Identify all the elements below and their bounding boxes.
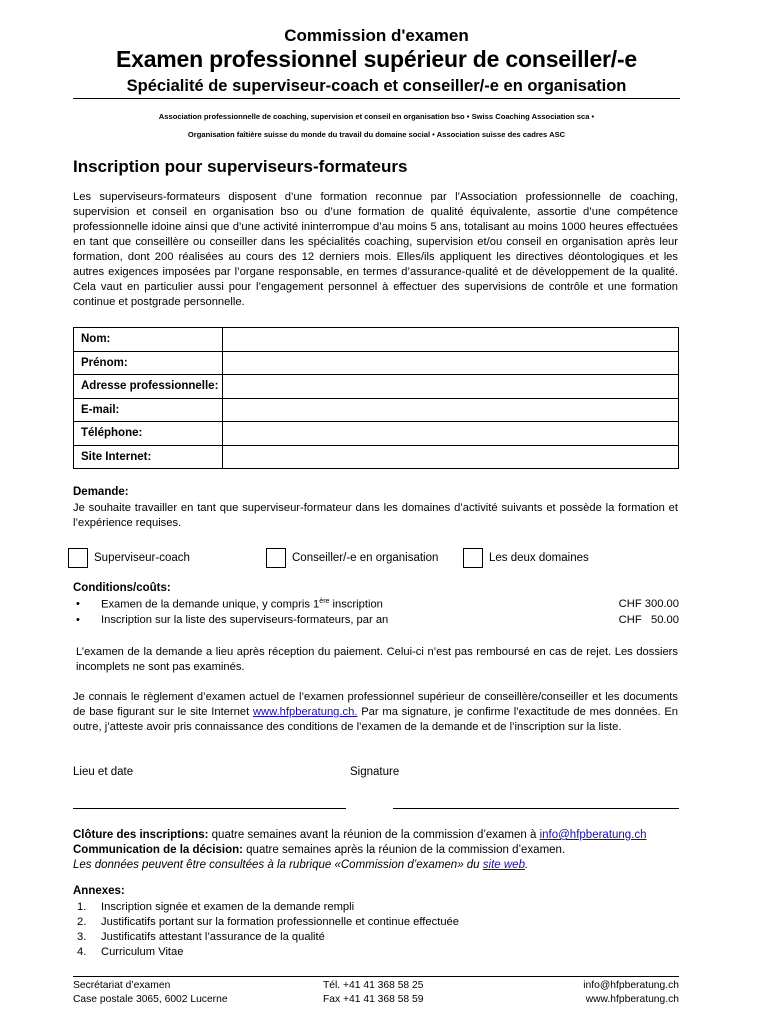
- site-internet-field[interactable]: [223, 445, 679, 469]
- form-label: Téléphone:: [74, 422, 223, 446]
- commission-heading: Commission d'examen: [284, 26, 469, 45]
- telephone-field[interactable]: [223, 422, 679, 446]
- payment-note: L’examen de la demande a lieu après réception du paiement. Celui-ci n’est pas remboursé en cas de rejet. Les dossiers incomplets ne sont pas examinés.: [76, 646, 678, 673]
- associations-line-2: Organisation faîtière suisse du monde du travail du domaine social • Association suisse des cadres ASC: [187, 130, 566, 139]
- footer-divider: [73, 976, 679, 977]
- form-label: Nom:: [74, 328, 223, 352]
- place-date-line[interactable]: [73, 808, 346, 809]
- option-label: Conseiller/-e en organisation: [292, 552, 439, 564]
- condition-price: CHF 50.00: [618, 614, 679, 626]
- form-label: E-mail:: [74, 398, 223, 422]
- signature-line[interactable]: [393, 808, 679, 809]
- form-row-telephone: [74, 422, 679, 446]
- checkbox[interactable]: [463, 548, 483, 568]
- conditions-label: Conditions/coûts:: [73, 582, 171, 594]
- engagement-paragraph: Je connais le règlement d’examen actuel de l’examen professionnel supérieur de conseillère/conseiller et les documents de base figurant sur le site Internet www.hfpberatung.ch. Par ma signature, je confirme l’exactitude de mes données. En outre, j’atteste avoir pris connaissance des conditions de l’examen de la demande et de l’inscription sur la liste.: [73, 691, 678, 733]
- adresse-field[interactable]: [223, 375, 679, 399]
- footer-contact: [583, 979, 679, 1007]
- header-divider: [73, 98, 680, 99]
- cloture-info: Clôture des inscriptions: quatre semaines avant la réunion de la commission d’examen à info@hfpberatung.ch: [73, 829, 647, 841]
- prenom-field[interactable]: [223, 351, 679, 375]
- form-label: Adresse professionnelle:: [74, 375, 223, 399]
- email-link[interactable]: info@hfpberatung.ch: [539, 829, 647, 841]
- option-deux-domaines[interactable]: [463, 547, 589, 569]
- document-subtitle: Spécialité de superviseur-coach et conseiller/-e en organisation: [126, 77, 627, 95]
- footer-email[interactable]: info@hfpberatung.ch: [583, 980, 679, 991]
- condition-text: Examen de la demande unique, y compris 1ère inscription: [101, 598, 383, 611]
- website-link[interactable]: www.hfpberatung.ch.: [252, 706, 358, 718]
- email-field[interactable]: [223, 398, 679, 422]
- signature-label: Signature: [350, 766, 400, 778]
- section-title: Inscription pour superviseurs-formateurs: [73, 157, 408, 176]
- footer-web[interactable]: www.hfpberatung.ch: [585, 994, 679, 1005]
- form-row-prenom: [74, 351, 679, 375]
- form-row-nom: [74, 328, 679, 352]
- demande-text: Je souhaite travailler en tant que superviseur-formateur dans les domaines d’activité suivants et possède la formation et l’expérience requises.: [73, 502, 678, 529]
- donnees-info: Les données peuvent être consultées à la rubrique «Commission d’examen» du site web.: [73, 859, 529, 871]
- nom-field[interactable]: [223, 328, 679, 352]
- footer-phone: Tél. +41 41 368 58 25 Fax +41 41 368 58 59: [323, 980, 424, 1005]
- checkbox[interactable]: [266, 548, 286, 568]
- bullet-icon: •: [76, 614, 80, 626]
- option-label: Superviseur-coach: [94, 552, 190, 564]
- demande-label: Demande:: [73, 486, 129, 498]
- document-page: Commission d'examen Examen professionnel supérieur de conseiller/-e Spécialité de superviseur-coach et conseiller/-e en organisation Association professionnelle de coaching, supervision et conseil en organisation bso • Swiss Coaching Association sca • Organisation faîtière suisse du monde du travail du domaine social • Association suisse des cadres ASC Inscription pour superviseurs-formateurs Les superviseurs-formateurs disposent d’une formation reconnue par l’Association professionnelle de coaching, supervision et conseil en organisation bso ou d’une formation de qualité équivalente, assortie d’une compétence professionnelle idoine ainsi que d’une activité ininterrompue d’au moins 5 ans, totalisant au moins 1000 heures effectuées en tant que conseillère ou conseiller dans les spécialités coaching, supervision et/ou conseil en organisation après leur formation, dont 200 réalisées au cours des 12 derniers mois. Elles/ils appliquent les directives déontologiques et les autres exigences imposées par l’organe responsable, en termes d’assurance-qualité et de développement de la qualité. Cela vaut en particulier aussi pour l’engagement personnel à effectuer des supervisions de contrôle et une formation continue et postgrade personnelle. Nom: Prénom: Adresse professionnelle: E-mail: Téléphone: Site Internet: Demande: Je souhaite travailler en tant que superviseur-formateur dans les domaines d’activité suivants et possède la formation et l’expérience requises. Superviseur-coach Conseiller/-e en organisation Les deux domaines Conditions/coûts: • Examen de la demande unique, y compris 1ère inscription CHF 300.00 • Inscription sur la liste des superviseurs-formateurs, par an CHF 50.00 L’examen de la demande a lieu après réception du paiement. Celui-ci n’est pas remboursé en cas de rejet. Les dossiers incomplets ne sont pas examinés. Je connais le règlement d’examen actuel de l’examen professionnel supérieur de conseillère/conseiller et les documents de base figurant sur le site Internet www.hfpberatung.ch. Par ma signature, je confirme l’exactitude de mes données. En outre, j’atteste avoir pris connaissance des conditions de l’examen de la demande et de l’inscription sur la liste. Lieu et date Signature Clôture des inscriptions: quatre semaines avant la réunion de la commission d’examen à info@hfpberatung.ch Communication de la décision: quatre semaines après la réunion de la commission d’examen. Les données peuvent être consultées à la rubrique «Commission d’examen» du site web. Annexes: 1. Inscription signée et examen de la demande rempli 2. Justificatifs portant sur la formation professionnelle et continue effectuée 3. Justificatifs attestant l’assurance de la qualité 4. Curriculum Vitae Secrétariat d’examen Case postale 3065, 6002 Lucerne Tél. +41 41 368 58 25 Fax +41 41 368 58 59 info@hfpberatung.ch www.hfpberatung.ch: [0, 0, 770, 1024]
- form-row-site: [74, 445, 679, 469]
- form-row-email: [74, 398, 679, 422]
- applicant-form-table: [73, 327, 679, 469]
- condition-price: CHF 300.00: [618, 598, 679, 610]
- condition-item: [73, 614, 679, 630]
- intro-paragraph: Les superviseurs-formateurs disposent d’une formation reconnue par l’Association professionnelle de coaching, supervision et conseil en organisation bso ou d’une formation de qualité équivalente, assortie d’une compétence professionnelle idoine ainsi que d’une activité ininterrompue d’au moins 5 ans, totalisant au moins 1000 heures effectuées en tant que conseillère ou conseiller dans les spécialités coaching, supervision et/ou conseil en organisation après leur formation, dont 200 réalisées au cours des 12 derniers mois. Elles/ils appliquent les directives déontologiques et les autres exigences imposées par l’organe responsable, en termes d’assurance-qualité et de développement de la qualité. Cela vaut en particulier aussi pour l’engagement personnel à effectuer des supervisions de contrôle et une formation continue et postgrade personnelle.: [73, 191, 678, 308]
- site-web-link[interactable]: site web: [482, 859, 525, 871]
- associations-line-1: Association professionnelle de coaching, supervision et conseil en organisation bso • Swiss Coaching Association sca •: [158, 112, 595, 121]
- document-title: Examen professionnel supérieur de conseiller/-e: [115, 46, 638, 72]
- checkbox[interactable]: [68, 548, 88, 568]
- form-label: Site Internet:: [74, 445, 223, 469]
- communication-info: Communication de la décision: quatre semaines après la réunion de la commission d’examen.: [73, 844, 566, 856]
- option-conseiller-organisation[interactable]: [266, 547, 438, 569]
- annexes-label: Annexes:: [73, 885, 125, 897]
- option-label: Les deux domaines: [489, 552, 589, 564]
- form-row-adresse: [74, 375, 679, 399]
- condition-text: Inscription sur la liste des superviseurs-formateurs, par an: [101, 614, 389, 626]
- option-superviseur-coach[interactable]: [68, 547, 190, 569]
- condition-item: [73, 598, 679, 614]
- form-label: Prénom:: [74, 351, 223, 375]
- bullet-icon: •: [76, 598, 80, 610]
- place-date-label: Lieu et date: [73, 766, 134, 778]
- footer-address: Secrétariat d’examen Case postale 3065, 6002 Lucerne: [73, 980, 228, 1005]
